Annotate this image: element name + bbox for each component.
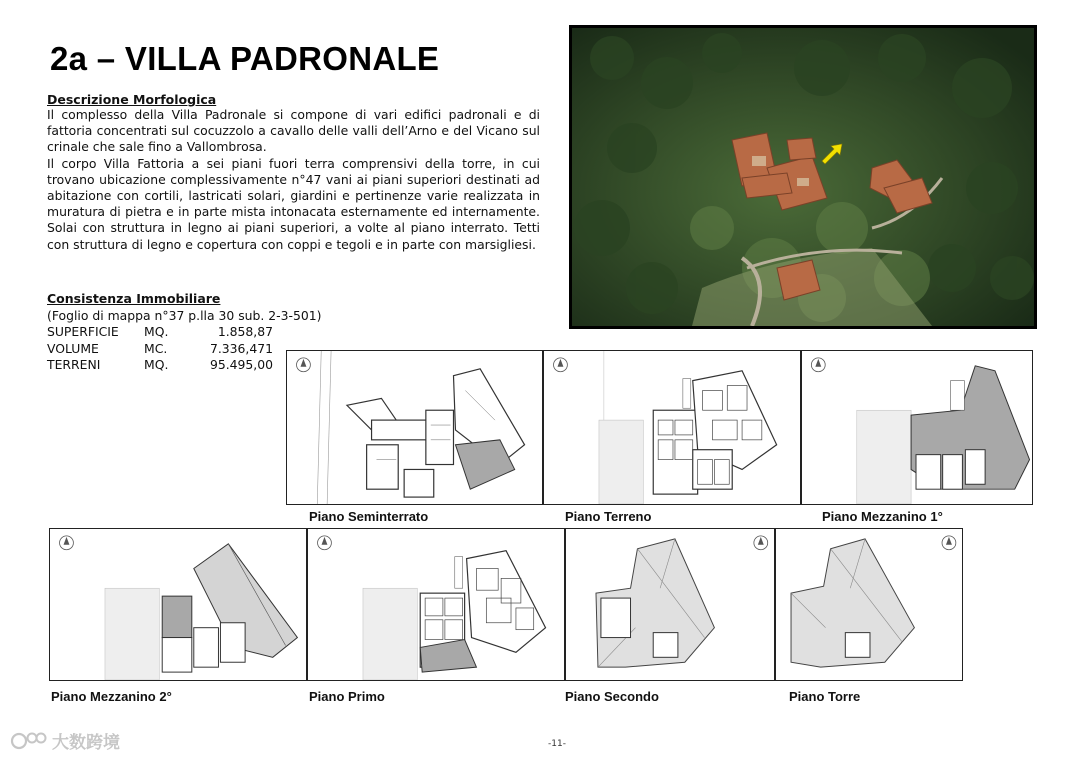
consistenza-row-superficie xyxy=(47,324,321,340)
descrizione-paragraph: Il complesso della Villa Padronale si compone di vari edifici padronali e di fattoria concentrati sul cocuzzolo a cavallo delle valli dell’Arno e del Vicano sul crinale che sale fino a Vallombrosa. xyxy=(47,107,540,155)
plan-seminterrato xyxy=(286,350,543,505)
row-value: 1.858,87 xyxy=(217,324,273,340)
row-value: 95.495,00 xyxy=(209,357,273,373)
floor-plan-drawing xyxy=(308,529,564,680)
descrizione-paragraph: Il corpo Villa Fattoria a sei piani fuori terra comprensivi della torre, in cui trovano ubicazione complessivamente n°47 vani ai piani superiori destinati ad abitazione con cortili, lastricati solari, giardini e pertinenze varie realizzata in muratura di pietra e in parte mista intonacata esternamente ed internamente. Solai con struttura in legno ai piani superiori, a volte al piano interrato. Tetti con struttura di legno e copertura con coppi e tegoli e in parte con marsigliesi. xyxy=(47,155,540,252)
plan-label-primo: Piano Primo xyxy=(309,689,385,704)
row-label: SUPERFICIE xyxy=(47,324,119,340)
plan-terreno xyxy=(543,350,801,505)
plan-label-seminterrato: Piano Seminterrato xyxy=(309,509,429,524)
aerial-photo xyxy=(569,25,1037,329)
row-label: TERRENI xyxy=(47,357,101,373)
plan-label-torre: Piano Torre xyxy=(789,689,861,704)
row-unit: MQ. xyxy=(144,357,169,373)
plan-label-mezzanino-2: Piano Mezzanino 2° xyxy=(51,689,172,704)
floor-plan-drawing xyxy=(287,351,542,504)
row-unit: MQ. xyxy=(144,324,169,340)
plan-mezzanino-1 xyxy=(801,350,1033,505)
aerial-photo-image xyxy=(572,28,1034,326)
consistenza-row-terreni xyxy=(47,357,321,373)
plan-mezzanino-2 xyxy=(49,528,307,681)
row-value: 7.336,471 xyxy=(209,340,273,356)
descrizione-text xyxy=(47,107,540,253)
plan-label-terreno: Piano Terreno xyxy=(565,509,652,524)
floor-plan-drawing xyxy=(566,529,774,680)
floor-plan-drawing xyxy=(544,351,800,504)
watermark-text: 大数跨境 xyxy=(52,733,120,753)
plan-label-mezzanino-1: Piano Mezzanino 1° xyxy=(822,509,943,524)
consistenza-heading: Consistenza Immobiliare xyxy=(47,291,221,306)
page-title: 2a – VILLA PADRONALE xyxy=(50,40,440,77)
plan-secondo xyxy=(565,528,775,681)
floor-plan-drawing xyxy=(802,351,1032,504)
plan-torre xyxy=(775,528,963,681)
watermark-logo-icon xyxy=(10,730,48,752)
consistenza-note: (Foglio di mappa n°37 p.lla 30 sub. 2-3-501) xyxy=(47,308,322,323)
floor-plan-drawing xyxy=(50,529,306,680)
plan-label-secondo: Piano Secondo xyxy=(565,689,659,704)
consistenza-row-volume xyxy=(47,341,321,357)
page-number: -11- xyxy=(548,739,566,749)
plan-primo xyxy=(307,528,565,681)
consistenza-table xyxy=(47,308,321,374)
row-label: VOLUME xyxy=(47,340,99,356)
watermark xyxy=(10,728,120,753)
row-unit: MC. xyxy=(144,340,168,356)
descrizione-heading: Descrizione Morfologica xyxy=(47,92,217,107)
floor-plan-drawing xyxy=(776,529,962,680)
